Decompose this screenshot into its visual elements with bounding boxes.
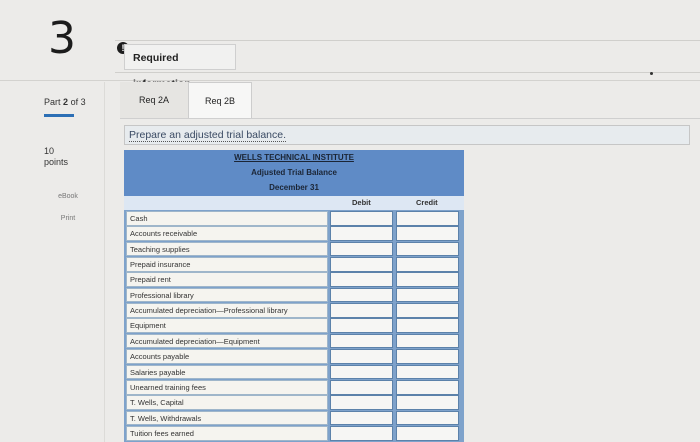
debit-input[interactable]	[330, 411, 393, 426]
part-suffix: of 3	[70, 97, 86, 107]
table-row	[126, 242, 464, 257]
table-row	[126, 411, 464, 426]
debit-header: Debit	[352, 198, 371, 207]
account-name[interactable]: Accounts payable	[126, 349, 328, 364]
part-prefix: Part	[44, 97, 61, 107]
account-name[interactable]: Prepaid insurance	[126, 257, 328, 272]
column-headers	[124, 196, 464, 210]
debit-input[interactable]	[330, 226, 393, 241]
divider-top	[115, 40, 700, 41]
debit-input[interactable]	[330, 395, 393, 410]
dot-mark	[650, 72, 653, 75]
account-name[interactable]: Accumulated depreciation—Professional library	[126, 303, 328, 318]
table-row	[126, 303, 464, 318]
instruction-box	[124, 125, 690, 145]
debit-input[interactable]	[330, 318, 393, 333]
points-label: points	[44, 157, 69, 167]
credit-input[interactable]	[396, 365, 459, 380]
account-name[interactable]: Salaries payable	[126, 365, 328, 380]
account-name[interactable]: Cash	[126, 211, 328, 226]
print-button[interactable]: Print	[60, 215, 76, 222]
account-name[interactable]: Prepaid rent	[126, 272, 328, 287]
part-progress-bar	[44, 114, 74, 117]
part-indicator	[44, 97, 86, 107]
statement-title: Adjusted Trial Balance	[251, 168, 337, 177]
debit-input[interactable]	[330, 365, 393, 380]
table-row	[126, 211, 464, 226]
credit-input[interactable]	[396, 272, 459, 287]
table-row	[126, 349, 464, 364]
table-row	[126, 395, 464, 410]
tab-req-2b[interactable]: Req 2B	[188, 82, 252, 118]
account-name[interactable]: T. Wells, Capital	[126, 395, 328, 410]
tab-req-2a[interactable]: Req 2A	[120, 82, 188, 118]
debit-input[interactable]	[330, 242, 393, 257]
credit-input[interactable]	[396, 257, 459, 272]
credit-input[interactable]	[396, 303, 459, 318]
credit-input[interactable]	[396, 395, 459, 410]
credit-input[interactable]	[396, 411, 459, 426]
table-row	[126, 288, 464, 303]
credit-input[interactable]	[396, 334, 459, 349]
credit-input[interactable]	[396, 242, 459, 257]
account-name[interactable]: Accumulated depreciation—Equipment	[126, 334, 328, 349]
debit-input[interactable]	[330, 380, 393, 395]
account-name[interactable]: Teaching supplies	[126, 242, 328, 257]
table-row	[126, 226, 464, 241]
credit-input[interactable]	[396, 211, 459, 226]
debit-input[interactable]	[330, 257, 393, 272]
part-current: 2	[63, 97, 69, 107]
question-number: 3	[48, 13, 76, 64]
divider-main	[0, 80, 700, 81]
credit-input[interactable]	[396, 349, 459, 364]
debit-input[interactable]	[330, 288, 393, 303]
credit-input[interactable]	[396, 288, 459, 303]
table-row	[126, 426, 464, 441]
table-row	[126, 334, 464, 349]
table-row	[126, 257, 464, 272]
debit-input[interactable]	[330, 349, 393, 364]
debit-input[interactable]	[330, 303, 393, 318]
credit-input[interactable]	[396, 380, 459, 395]
tab-underline	[120, 118, 700, 119]
credit-input[interactable]	[396, 226, 459, 241]
required-information-button[interactable]: Required	[124, 44, 236, 70]
points-value: 10	[44, 146, 55, 156]
account-name[interactable]: Professional library	[126, 288, 328, 303]
debit-input[interactable]	[330, 334, 393, 349]
debit-input[interactable]	[330, 211, 393, 226]
account-name[interactable]: Equipment	[126, 318, 328, 333]
account-name[interactable]: Accounts receivable	[126, 226, 328, 241]
company-name: WELLS TECHNICAL INSTITUTE	[234, 153, 354, 162]
info-icon: !	[117, 42, 129, 54]
ebook-button[interactable]: eBook	[58, 193, 78, 200]
divider	[115, 72, 700, 73]
account-name[interactable]: T. Wells, Withdrawals	[126, 411, 328, 426]
table-row	[126, 365, 464, 380]
points	[44, 146, 68, 168]
table-row	[126, 272, 464, 287]
statement-date: December 31	[269, 183, 319, 192]
account-name[interactable]: Unearned training fees	[126, 380, 328, 395]
table-header	[124, 150, 464, 196]
credit-input[interactable]	[396, 318, 459, 333]
table-row	[126, 380, 464, 395]
table-row	[126, 318, 464, 333]
sidebar-divider	[104, 82, 105, 442]
instruction-text: Prepare an adjusted trial balance.	[129, 129, 287, 141]
credit-header: Credit	[416, 198, 438, 207]
debit-input[interactable]	[330, 272, 393, 287]
credit-input[interactable]	[396, 426, 459, 441]
account-name[interactable]: Tuition fees earned	[126, 426, 328, 441]
debit-input[interactable]	[330, 426, 393, 441]
